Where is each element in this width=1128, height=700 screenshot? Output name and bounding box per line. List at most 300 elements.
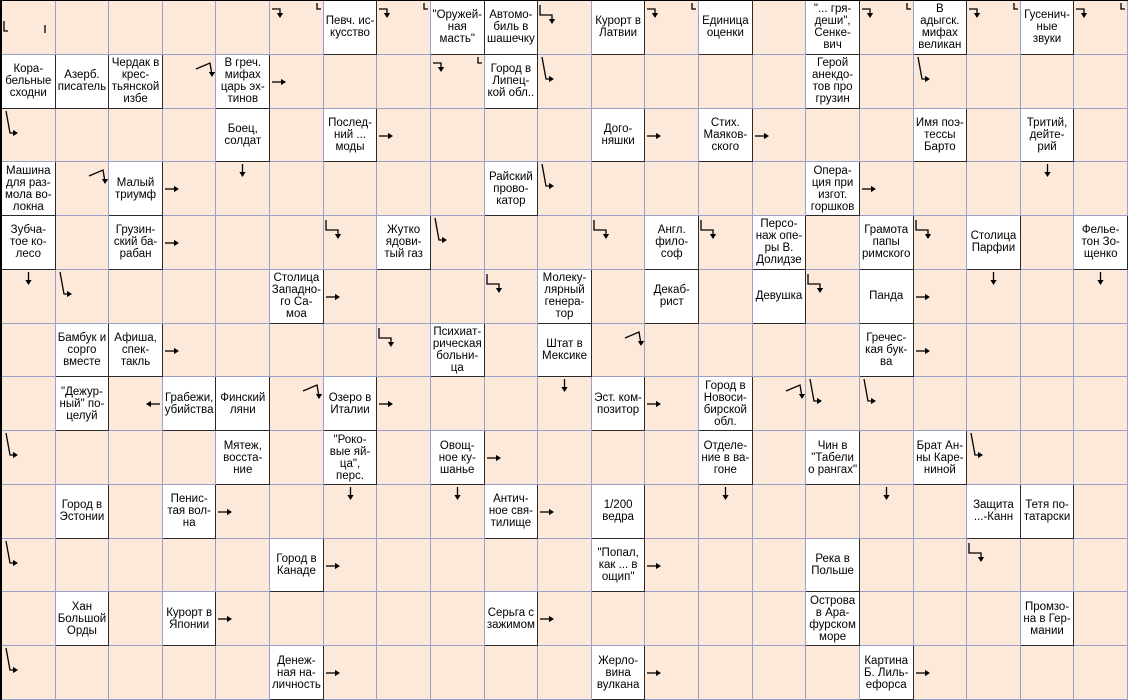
answer-cell[interactable] <box>2 539 56 593</box>
answer-cell[interactable] <box>753 1 807 55</box>
answer-cell[interactable] <box>538 431 592 485</box>
clue-cell <box>216 377 270 431</box>
answer-cell[interactable] <box>1074 646 1128 700</box>
arrow-icon <box>1074 1 1127 55</box>
answer-cell[interactable] <box>914 324 968 378</box>
answer-cell[interactable] <box>860 539 914 593</box>
answer-cell[interactable] <box>699 539 753 593</box>
answer-cell[interactable] <box>485 216 539 270</box>
answer-cell[interactable] <box>431 485 485 539</box>
answer-cell[interactable] <box>1021 55 1075 109</box>
clue-cell <box>699 377 753 431</box>
clue-text: Финский ляни <box>220 391 266 416</box>
answer-cell[interactable] <box>753 109 807 163</box>
answer-cell[interactable] <box>1074 592 1128 646</box>
answer-cell[interactable] <box>645 162 699 216</box>
arrow-icon <box>860 377 913 431</box>
answer-cell[interactable] <box>967 109 1021 163</box>
answer-cell[interactable] <box>538 592 592 646</box>
answer-cell[interactable] <box>163 270 217 324</box>
answer-cell[interactable] <box>806 485 860 539</box>
answer-cell[interactable] <box>645 539 699 593</box>
clue-text: Зубча- тое ко- лесо <box>10 224 47 261</box>
answer-cell[interactable] <box>1074 55 1128 109</box>
answer-cell[interactable] <box>1074 1 1128 55</box>
answer-cell[interactable] <box>645 1 699 55</box>
arrow-icon <box>2 1 55 55</box>
answer-cell[interactable] <box>1074 431 1128 485</box>
answer-cell[interactable] <box>538 377 592 431</box>
answer-cell[interactable] <box>967 162 1021 216</box>
answer-cell[interactable] <box>270 592 324 646</box>
answer-cell[interactable] <box>216 1 270 55</box>
answer-cell[interactable] <box>216 216 270 270</box>
clue-text: Единица оценки <box>702 15 749 40</box>
clue-cell <box>914 1 968 55</box>
clue-text: Город в Эстонии <box>59 499 105 524</box>
answer-cell[interactable] <box>377 324 431 378</box>
answer-cell[interactable] <box>485 270 539 324</box>
answer-cell[interactable] <box>645 592 699 646</box>
clue-cell <box>1021 109 1075 163</box>
answer-cell[interactable] <box>109 431 163 485</box>
answer-cell[interactable] <box>56 270 110 324</box>
answer-cell[interactable] <box>56 162 110 216</box>
clue-cell <box>324 377 378 431</box>
answer-cell[interactable] <box>914 539 968 593</box>
answer-cell[interactable] <box>56 1 110 55</box>
clue-cell <box>485 162 539 216</box>
answer-cell[interactable] <box>592 162 646 216</box>
answer-cell[interactable] <box>270 485 324 539</box>
answer-cell[interactable] <box>163 55 217 109</box>
arrow-icon <box>860 1 913 55</box>
answer-cell[interactable] <box>914 485 968 539</box>
answer-cell[interactable] <box>1074 162 1128 216</box>
clue-text: Грузин- ский ба- рабан <box>113 224 158 261</box>
answer-cell[interactable] <box>56 216 110 270</box>
answer-cell[interactable] <box>216 485 270 539</box>
clue-text: Стих. Маяков- ского <box>703 116 748 153</box>
arrow-icon <box>109 377 162 431</box>
answer-cell[interactable] <box>860 592 914 646</box>
answer-cell[interactable] <box>538 1 592 55</box>
arrow-icon <box>967 1 1020 55</box>
answer-cell[interactable] <box>377 270 431 324</box>
answer-cell[interactable] <box>56 539 110 593</box>
clue-text: Гусенич- ные звуки <box>1024 9 1070 46</box>
answer-cell[interactable] <box>967 270 1021 324</box>
answer-cell[interactable] <box>109 539 163 593</box>
answer-cell[interactable] <box>2 1 56 55</box>
clue-cell <box>431 431 485 485</box>
arrow-icon <box>914 216 967 270</box>
answer-cell[interactable] <box>163 109 217 163</box>
answer-cell[interactable] <box>592 592 646 646</box>
answer-cell[interactable] <box>860 162 914 216</box>
answer-cell[interactable] <box>645 324 699 378</box>
answer-cell[interactable] <box>431 539 485 593</box>
answer-cell[interactable] <box>324 324 378 378</box>
answer-cell[interactable] <box>538 216 592 270</box>
answer-cell[interactable] <box>2 646 56 700</box>
answer-cell[interactable] <box>860 109 914 163</box>
answer-cell[interactable] <box>377 539 431 593</box>
answer-cell[interactable] <box>56 109 110 163</box>
answer-cell[interactable] <box>645 431 699 485</box>
answer-cell[interactable] <box>1021 377 1075 431</box>
answer-cell[interactable] <box>1074 109 1128 163</box>
clue-cell <box>270 539 324 593</box>
clue-cell <box>592 485 646 539</box>
answer-cell[interactable] <box>538 55 592 109</box>
answer-cell[interactable] <box>699 216 753 270</box>
answer-cell[interactable] <box>645 377 699 431</box>
answer-cell[interactable] <box>2 109 56 163</box>
answer-cell[interactable] <box>1021 646 1075 700</box>
answer-cell[interactable] <box>485 377 539 431</box>
answer-cell[interactable] <box>753 55 807 109</box>
answer-cell[interactable] <box>324 485 378 539</box>
clue-cell <box>1021 1 1075 55</box>
answer-cell[interactable] <box>56 431 110 485</box>
answer-cell[interactable] <box>2 592 56 646</box>
answer-cell[interactable] <box>1074 377 1128 431</box>
answer-cell[interactable] <box>377 55 431 109</box>
clue-text: Чердак в крес- тьянской избе <box>111 57 160 106</box>
answer-cell[interactable] <box>163 216 217 270</box>
answer-cell[interactable] <box>806 646 860 700</box>
answer-cell[interactable] <box>806 109 860 163</box>
clue-text: Азерб. писатель <box>57 69 107 94</box>
clue-cell <box>753 270 807 324</box>
clue-cell <box>860 270 914 324</box>
answer-cell[interactable] <box>914 55 968 109</box>
answer-cell[interactable] <box>377 377 431 431</box>
answer-cell[interactable] <box>109 1 163 55</box>
answer-cell[interactable] <box>967 431 1021 485</box>
answer-cell[interactable] <box>753 162 807 216</box>
answer-cell[interactable] <box>699 324 753 378</box>
clue-cell <box>1021 485 1075 539</box>
clue-cell <box>431 1 485 55</box>
answer-cell[interactable] <box>1074 324 1128 378</box>
clue-text: Защита ...-Канн <box>973 499 1014 524</box>
answer-cell[interactable] <box>1074 539 1128 593</box>
answer-cell[interactable] <box>109 592 163 646</box>
answer-cell[interactable] <box>806 270 860 324</box>
answer-cell[interactable] <box>753 485 807 539</box>
answer-cell[interactable] <box>860 485 914 539</box>
clue-cell <box>163 377 217 431</box>
answer-cell[interactable] <box>860 377 914 431</box>
arrow-icon <box>753 109 806 163</box>
answer-cell[interactable] <box>163 1 217 55</box>
clue-text: Озеро в Италии <box>328 391 372 416</box>
answer-cell[interactable] <box>699 485 753 539</box>
answer-cell[interactable] <box>592 55 646 109</box>
clue-text: Тритий, дейте- рий <box>1026 116 1068 153</box>
answer-cell[interactable] <box>431 646 485 700</box>
clue-text: Опера- ция при изгот. горшков <box>810 164 855 213</box>
clue-text: Панда <box>869 290 904 303</box>
clue-text: Декаб- рист <box>653 284 690 309</box>
answer-cell[interactable] <box>699 646 753 700</box>
arrow-icon <box>324 216 377 270</box>
answer-cell[interactable] <box>645 485 699 539</box>
answer-cell[interactable] <box>1021 324 1075 378</box>
clue-text: "... гря- деши", Сенке- вич <box>813 3 852 52</box>
answer-cell[interactable] <box>806 377 860 431</box>
answer-cell[interactable] <box>270 431 324 485</box>
answer-cell[interactable] <box>431 270 485 324</box>
arrow-icon <box>377 1 430 55</box>
answer-cell[interactable] <box>270 55 324 109</box>
answer-cell[interactable] <box>699 592 753 646</box>
arrow-icon <box>538 55 591 109</box>
clue-cell <box>485 1 539 55</box>
clue-text: Антич- ное свя- тилище <box>488 493 533 530</box>
arrow-icon <box>324 646 377 700</box>
answer-cell[interactable] <box>485 539 539 593</box>
answer-cell[interactable] <box>109 109 163 163</box>
arrow-icon <box>860 485 913 539</box>
answer-cell[interactable] <box>431 55 485 109</box>
answer-cell[interactable] <box>538 485 592 539</box>
arrow-icon <box>2 646 55 700</box>
answer-cell[interactable] <box>2 270 56 324</box>
answer-cell[interactable] <box>431 216 485 270</box>
clue-cell <box>967 485 1021 539</box>
answer-cell[interactable] <box>914 377 968 431</box>
clue-text: Острова в Ара- фурском море <box>809 594 856 643</box>
answer-cell[interactable] <box>431 377 485 431</box>
answer-cell[interactable] <box>216 324 270 378</box>
answer-cell[interactable] <box>377 109 431 163</box>
clue-text: Кора- бельные сходни <box>5 63 52 100</box>
answer-cell[interactable] <box>1021 162 1075 216</box>
answer-cell[interactable] <box>270 1 324 55</box>
clue-cell <box>699 1 753 55</box>
clue-cell <box>806 431 860 485</box>
arrow-icon <box>377 377 430 431</box>
answer-cell[interactable] <box>914 646 968 700</box>
answer-cell[interactable] <box>538 646 592 700</box>
clue-text: Курорт в Латвии <box>595 15 642 40</box>
arrow-icon <box>645 539 698 593</box>
clue-cell <box>592 539 646 593</box>
answer-cell[interactable] <box>377 592 431 646</box>
clue-cell <box>109 324 163 378</box>
clue-cell <box>216 431 270 485</box>
arrow-icon <box>163 324 216 378</box>
arrow-icon <box>163 55 216 109</box>
answer-cell[interactable] <box>645 646 699 700</box>
answer-cell[interactable] <box>806 216 860 270</box>
answer-cell[interactable] <box>753 431 807 485</box>
answer-cell[interactable] <box>270 162 324 216</box>
answer-cell[interactable] <box>324 592 378 646</box>
answer-cell[interactable] <box>538 162 592 216</box>
answer-cell[interactable] <box>270 324 324 378</box>
arrow-icon <box>806 270 859 324</box>
clue-text: Брат Ан- ны Каре- ниной <box>916 439 964 476</box>
answer-cell[interactable] <box>324 539 378 593</box>
answer-cell[interactable] <box>538 109 592 163</box>
answer-cell[interactable] <box>324 55 378 109</box>
answer-cell[interactable] <box>538 539 592 593</box>
clue-text: Жерло- вина вулкана <box>596 654 640 691</box>
clue-text: Город в Канаде <box>276 553 317 578</box>
arrow-icon <box>645 1 698 55</box>
clue-cell <box>592 646 646 700</box>
answer-cell[interactable] <box>270 109 324 163</box>
arrow-icon <box>2 109 55 163</box>
answer-cell[interactable] <box>216 592 270 646</box>
clue-cell <box>324 1 378 55</box>
clue-cell <box>860 216 914 270</box>
answer-cell[interactable] <box>1074 485 1128 539</box>
answer-cell[interactable] <box>753 377 807 431</box>
answer-cell[interactable] <box>270 377 324 431</box>
answer-cell[interactable] <box>485 646 539 700</box>
arrow-icon <box>753 377 806 431</box>
answer-cell[interactable] <box>1021 270 1075 324</box>
answer-cell[interactable] <box>860 1 914 55</box>
arrow-icon <box>270 1 323 55</box>
answer-cell[interactable] <box>699 270 753 324</box>
clue-text: "Дежур- ный" по- целуй <box>59 385 105 422</box>
answer-cell[interactable] <box>377 1 431 55</box>
answer-cell[interactable] <box>109 270 163 324</box>
answer-cell[interactable] <box>1021 216 1075 270</box>
answer-cell[interactable] <box>753 539 807 593</box>
answer-cell[interactable] <box>485 431 539 485</box>
arrow-icon <box>1021 162 1074 216</box>
answer-cell[interactable] <box>1021 539 1075 593</box>
answer-cell[interactable] <box>967 1 1021 55</box>
answer-cell[interactable] <box>485 324 539 378</box>
answer-cell[interactable] <box>645 55 699 109</box>
answer-cell[interactable] <box>2 324 56 378</box>
arrow-icon <box>538 1 591 55</box>
clue-cell <box>270 646 324 700</box>
answer-cell[interactable] <box>592 324 646 378</box>
arrow-icon <box>2 431 55 485</box>
clue-cell <box>806 162 860 216</box>
arrow-icon <box>216 592 269 646</box>
answer-cell[interactable] <box>967 324 1021 378</box>
answer-cell[interactable] <box>377 162 431 216</box>
answer-cell[interactable] <box>56 646 110 700</box>
answer-cell[interactable] <box>914 270 968 324</box>
answer-cell[interactable] <box>753 592 807 646</box>
answer-cell[interactable] <box>2 431 56 485</box>
answer-cell[interactable] <box>109 377 163 431</box>
arrow-icon <box>324 270 377 324</box>
answer-cell[interactable] <box>216 539 270 593</box>
answer-cell[interactable] <box>914 592 968 646</box>
answer-cell[interactable] <box>699 55 753 109</box>
answer-cell[interactable] <box>431 592 485 646</box>
clue-cell <box>699 431 753 485</box>
answer-cell[interactable] <box>967 377 1021 431</box>
answer-cell[interactable] <box>109 646 163 700</box>
answer-cell[interactable] <box>967 55 1021 109</box>
answer-cell[interactable] <box>377 485 431 539</box>
answer-cell[interactable] <box>967 646 1021 700</box>
clue-cell <box>538 270 592 324</box>
clue-text: В греч. мифах царь эх- тинов <box>220 57 265 106</box>
answer-cell[interactable] <box>2 485 56 539</box>
answer-cell[interactable] <box>109 485 163 539</box>
arrow-icon <box>1074 270 1127 324</box>
answer-cell[interactable] <box>324 216 378 270</box>
answer-cell[interactable] <box>270 216 324 270</box>
arrow-icon <box>806 377 859 431</box>
answer-cell[interactable] <box>431 162 485 216</box>
answer-cell[interactable] <box>1021 431 1075 485</box>
answer-cell[interactable] <box>592 431 646 485</box>
answer-cell[interactable] <box>216 646 270 700</box>
answer-cell[interactable] <box>1074 270 1128 324</box>
arrow-icon <box>914 646 967 700</box>
answer-cell[interactable] <box>914 216 968 270</box>
answer-cell[interactable] <box>377 646 431 700</box>
answer-cell[interactable] <box>592 270 646 324</box>
clue-text: Грамота папы римского <box>862 224 911 261</box>
answer-cell[interactable] <box>377 431 431 485</box>
answer-cell[interactable] <box>592 216 646 270</box>
clue-text: Певч. ис- кусство <box>325 15 375 40</box>
clue-text: Молеку- лярный генера- тор <box>542 272 587 321</box>
answer-cell[interactable] <box>914 162 968 216</box>
answer-cell[interactable] <box>163 646 217 700</box>
answer-cell[interactable] <box>645 109 699 163</box>
answer-cell[interactable] <box>967 592 1021 646</box>
answer-cell[interactable] <box>753 646 807 700</box>
answer-cell[interactable] <box>163 162 217 216</box>
clue-cell <box>753 216 807 270</box>
answer-cell[interactable] <box>485 109 539 163</box>
clue-text: Картина Б. Лиль- ефорса <box>863 654 909 691</box>
answer-cell[interactable] <box>216 270 270 324</box>
answer-cell[interactable] <box>324 646 378 700</box>
clue-cell <box>592 377 646 431</box>
clue-text: Эст. ком- позитор <box>594 391 642 416</box>
arrow-icon <box>967 539 1020 593</box>
clue-cell <box>324 109 378 163</box>
answer-cell[interactable] <box>216 162 270 216</box>
clue-cell <box>485 485 539 539</box>
answer-cell[interactable] <box>2 377 56 431</box>
answer-cell[interactable] <box>860 431 914 485</box>
clue-text: Жутко ядови- тый газ <box>384 224 423 261</box>
answer-cell[interactable] <box>967 539 1021 593</box>
answer-cell[interactable] <box>860 55 914 109</box>
answer-cell[interactable] <box>753 324 807 378</box>
answer-cell[interactable] <box>431 109 485 163</box>
clue-text: Штат в Мексике <box>541 337 587 362</box>
answer-cell[interactable] <box>163 324 217 378</box>
answer-cell[interactable] <box>163 431 217 485</box>
clue-cell <box>699 109 753 163</box>
answer-cell[interactable] <box>806 324 860 378</box>
answer-cell[interactable] <box>324 162 378 216</box>
answer-cell[interactable] <box>163 539 217 593</box>
answer-cell[interactable] <box>324 270 378 324</box>
answer-cell[interactable] <box>699 162 753 216</box>
